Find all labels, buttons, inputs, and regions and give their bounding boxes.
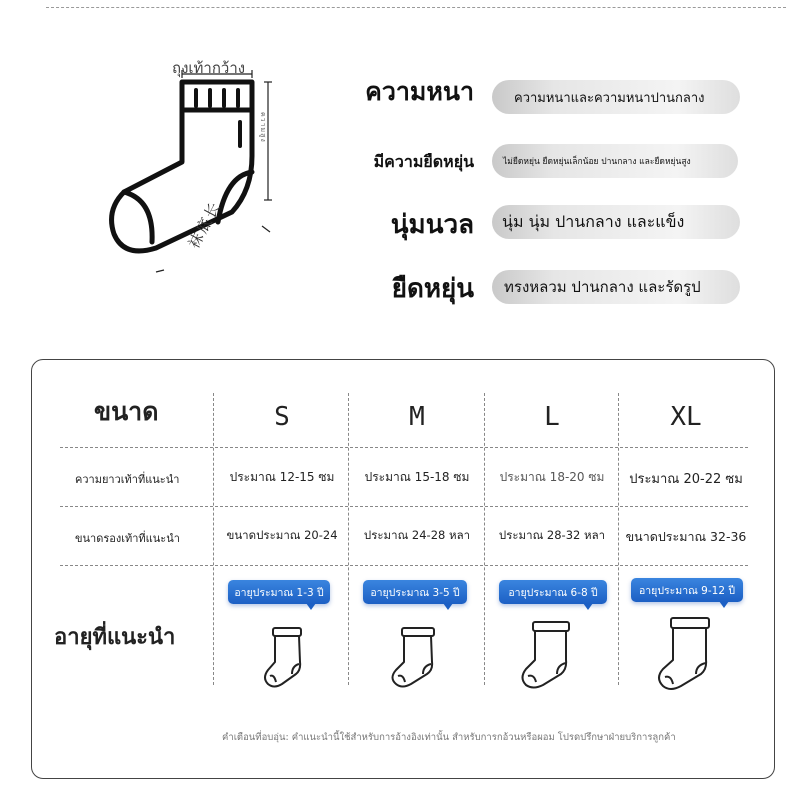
sock-sole-length-label: 袜底长 — [184, 197, 225, 252]
foot-length-label: ความยาวเท้าที่แนะนำ — [75, 473, 180, 486]
sock-icon — [389, 626, 441, 690]
age-label: อายุที่แนะนำ — [54, 625, 176, 650]
top-divider — [46, 7, 786, 8]
sock-icon — [655, 616, 715, 694]
row-divider — [60, 565, 748, 566]
age-badge-s: อายุประมาณ 1-3 ปี — [228, 580, 330, 604]
age-badge-xl: อายุประมาณ 9-12 ปี — [631, 578, 743, 602]
size-header: ขนาด — [94, 397, 159, 426]
shoe-size-s: ขนาดประมาณ 20-24 — [226, 528, 338, 542]
sock-measurement-diagram — [100, 50, 300, 290]
foot-length-l: ประมาณ 18-20 ซม — [499, 470, 605, 484]
shoe-size-m: ประมาณ 24-28 หลา — [363, 528, 471, 542]
size-m: M — [409, 402, 425, 432]
feature-elasticity-pill: ไม่ยืดหยุ่น ยืดหยุ่นเล็กน้อย ปานกลาง และยืดหยุ่นสูง — [492, 144, 738, 178]
shoe-size-xl: ขนาดประมาณ 32-36 — [625, 529, 747, 544]
feature-fit-pill: ทรงหลวม ปานกลาง และรัดรูป — [492, 270, 740, 304]
feature-elasticity-title: มีความยืดหยุ่น — [373, 152, 474, 171]
feature-thickness-pill: ความหนาและความหนาปานกลาง — [492, 80, 740, 114]
feature-softness-title: นุ่มนวล — [390, 210, 474, 240]
feature-fit-title: ยืดหยุ่น — [391, 274, 474, 304]
sock-icon — [519, 620, 575, 692]
column-divider — [213, 393, 214, 685]
size-xl: XL — [670, 402, 702, 432]
shoe-size-label: ขนาดรองเท้าที่แนะนำ — [75, 532, 180, 545]
size-l: L — [544, 402, 560, 432]
foot-length-s: ประมาณ 12-15 ซม — [229, 470, 335, 484]
feature-thickness-title: ความหนา — [365, 77, 474, 106]
shoe-size-l: ประมาณ 28-32 หลา — [498, 528, 606, 542]
sock-width-label: ถุงเท้ากว้าง — [172, 59, 246, 77]
foot-length-m: ประมาณ 15-18 ซม — [364, 470, 470, 484]
age-badge-l: อายุประมาณ 6-8 ปี — [499, 580, 607, 604]
feature-softness-pill: นุ่ม นุ่ม ปานกลาง และแข็ง — [492, 205, 740, 239]
row-divider — [60, 447, 748, 448]
age-badge-m: อายุประมาณ 3-5 ปี — [363, 580, 467, 604]
foot-length-xl: ประมาณ 20-22 ซม — [629, 472, 743, 487]
sock-icon — [262, 626, 308, 690]
size-s: S — [274, 402, 290, 432]
sock-height-label: ความสูง — [259, 112, 267, 143]
row-divider — [60, 506, 748, 507]
footnote: คำเตือนที่อบอุ่น: คำแนะนำนี้ใช้สำหรับการอ้างอิงเท่านั้น สำหรับการกอ้วนหรือผอม โปรดปรึกษาฝ่ายบริการลูกค้า — [222, 732, 676, 743]
